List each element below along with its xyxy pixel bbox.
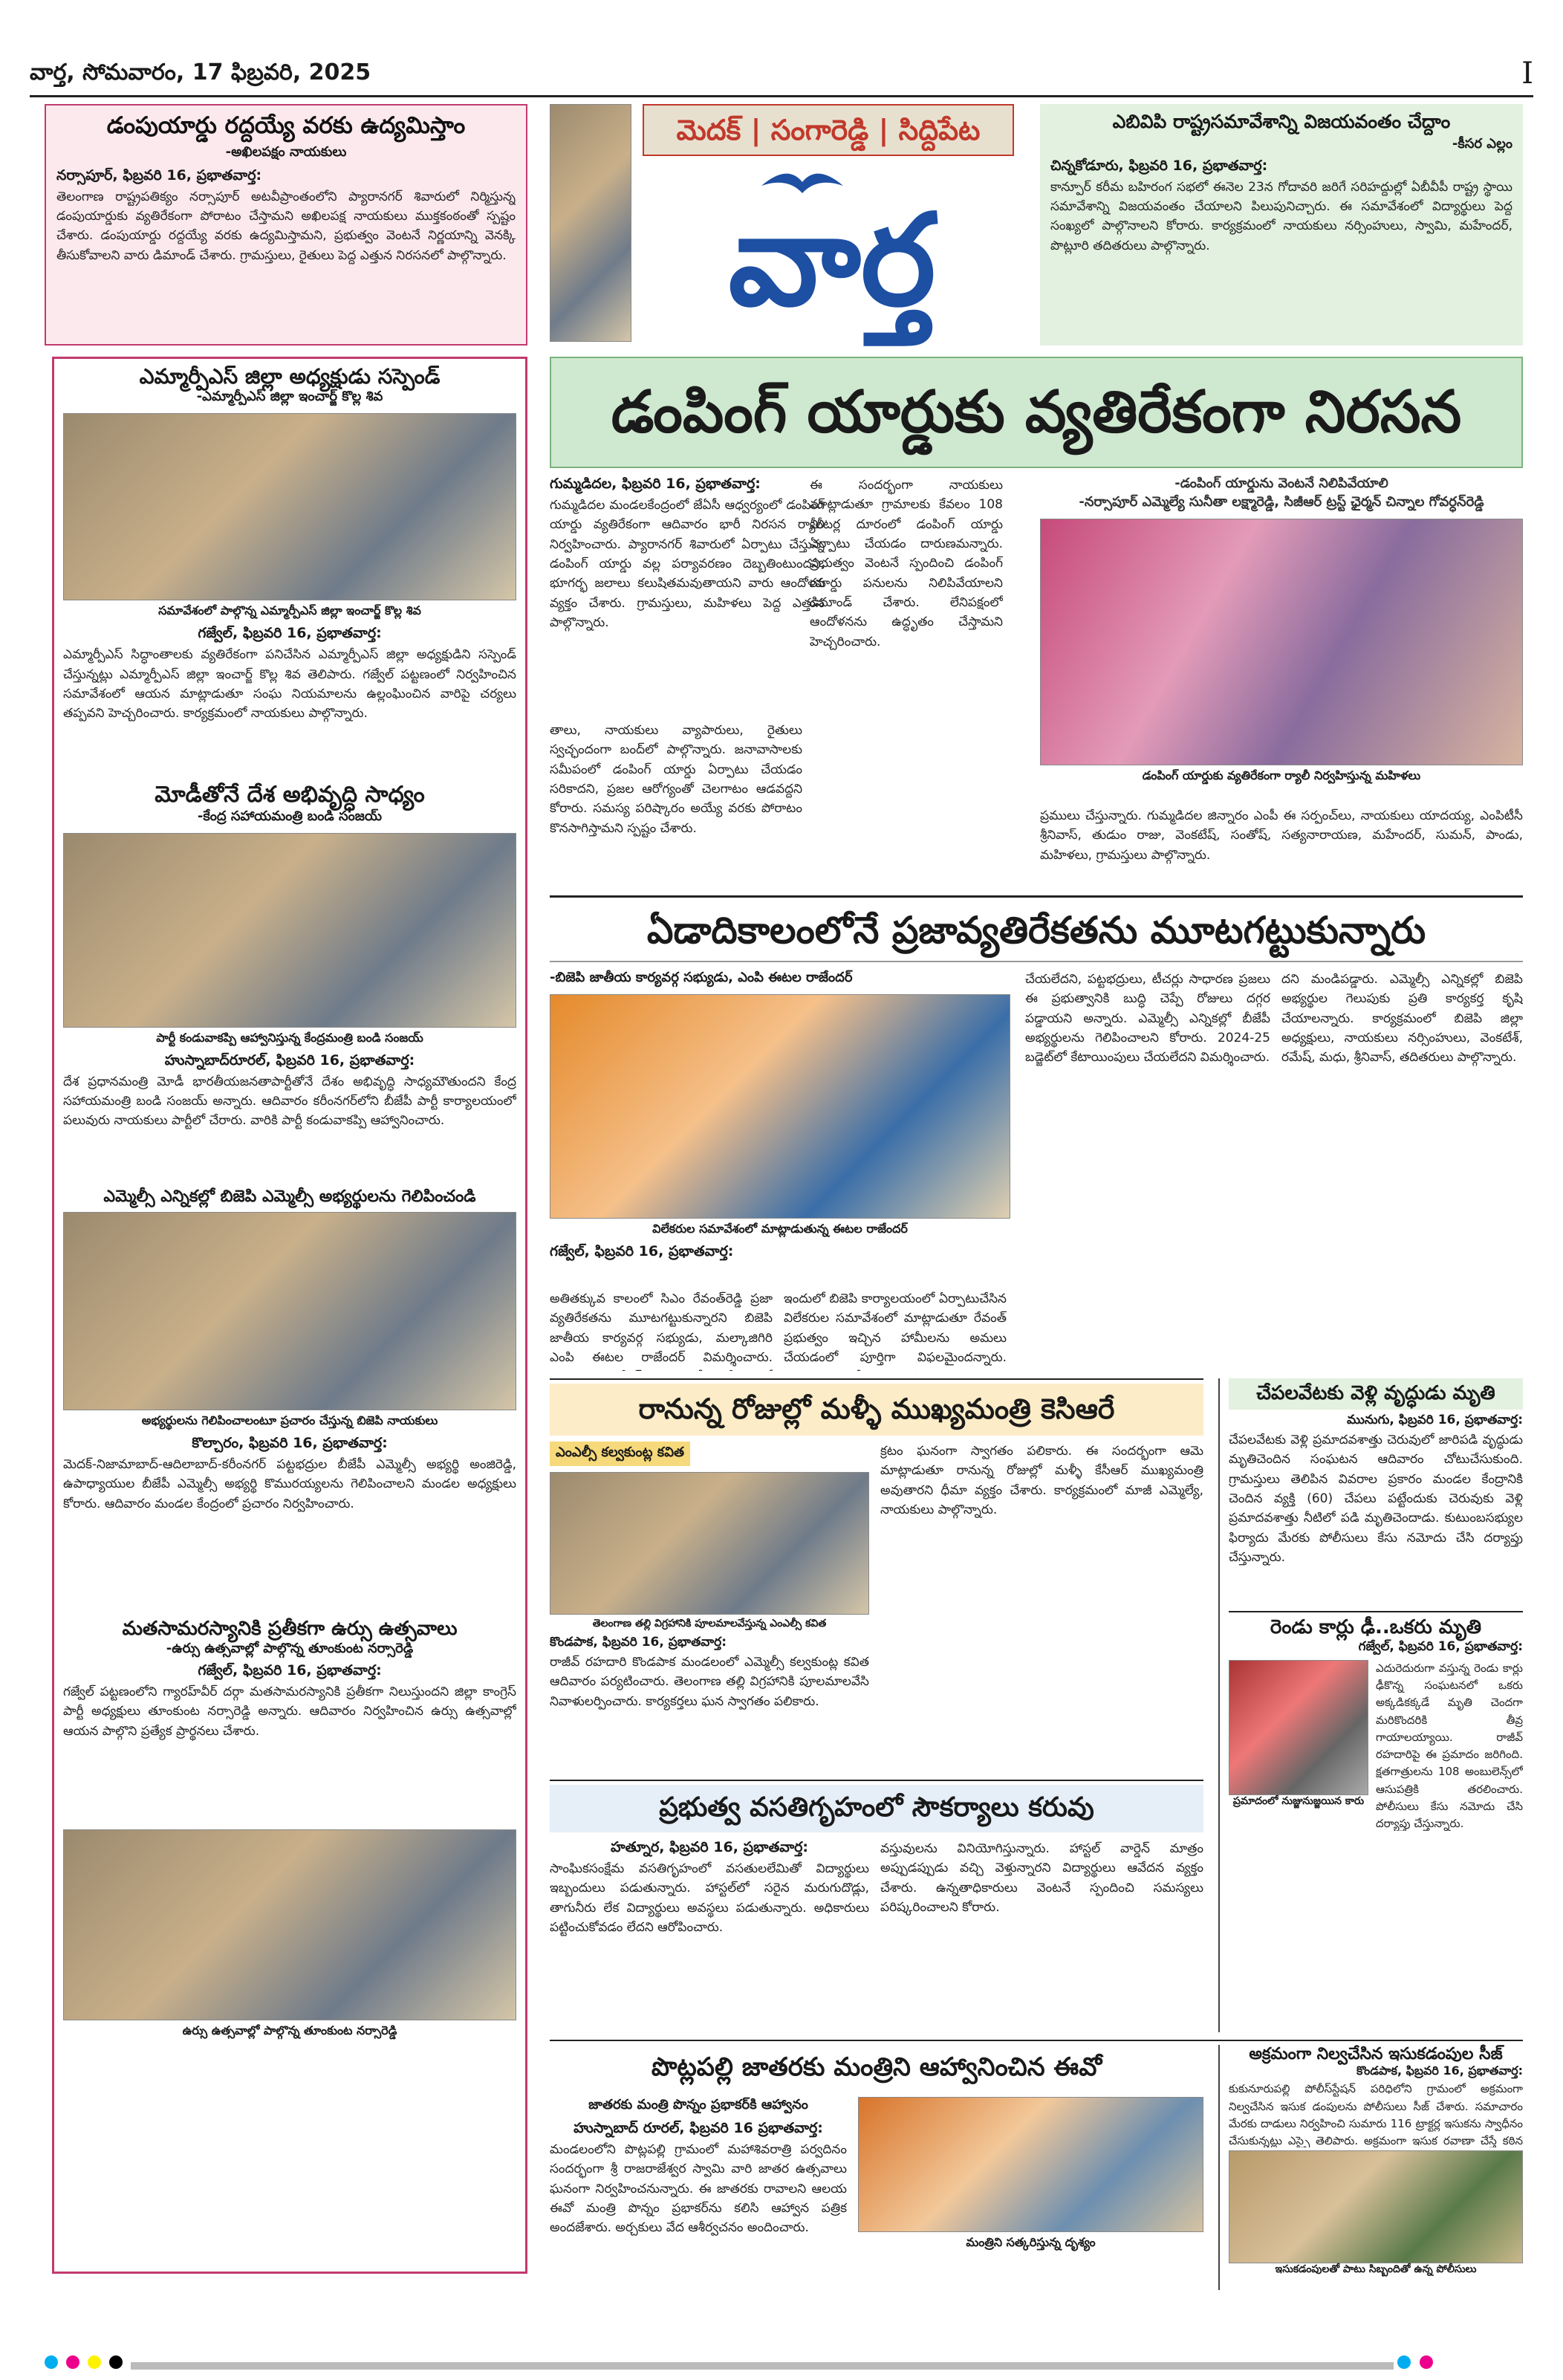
- kavitha-body-col1: రాజీవ్ రహదారి కొండపాక మండలంలో ఎమ్మెల్సీ కల్వకుంట్ల కవిత ఆదివారం పర్యటించారు. తెలంగాణ తల్లి విగ్రహానికి పూలమాలవేసి నివాళులర్పించారు. కార్యకర్తలు ఘన స్వాగతం పలికారు.: [550, 1655, 869, 1709]
- sand-photo: [1229, 2150, 1523, 2263]
- kavitha-headline-band: [550, 1384, 1203, 1436]
- sidebar-story2-byline: -కేంద్ర సహాయమంత్రి బండి సంజయ్: [197, 808, 383, 824]
- sidebar-story4-caption: ఉర్సు ఉత్సవాల్లో పాల్గొన్న తూంకుంట నర్సారెడ్డి: [182, 2023, 397, 2037]
- edition-banner: మెదక్ | సంగారెడ్డి | సిద్దిపేట: [643, 104, 1014, 156]
- sand-headline: అక్రమంగా నిల్వచేసిన ఇసుకడంపుల సీజ్: [1249, 2045, 1503, 2063]
- top-right-byline: -కీసర ఎల్లం: [1452, 135, 1512, 152]
- car-caption: ప్రమాదంలో నుజ్జునుజ్జయిన కారు: [1232, 1794, 1365, 1807]
- jatara-dateline: హుస్నాబాద్ రూరల్, ఫిబ్రవరి 16 ప్రభాతవార్త:: [573, 2120, 823, 2136]
- lead-photo-sub: -డంపింగ్ యార్డును వెంటనే నిలిపివేయాలి: [1174, 476, 1388, 491]
- second-caption: విలేకరుల సమావేశంలో మాట్లాడుతున్న ఈటల రాజేందర్: [652, 1222, 908, 1236]
- registration-footer: [45, 2355, 1518, 2370]
- top-left-headline: డంపుయార్డు రద్దయ్యే వరకు ఉద్యమిస్తాం: [106, 112, 466, 139]
- kavitha-byline: ఎంఎల్సీ కల్వకుంట్ల కవిత: [550, 1442, 690, 1466]
- footer-bar: [131, 2362, 1394, 2370]
- sidebar-story4-body: గజ్వేల్ పట్టణంలోని గ్యారహ్‌వీర్ దర్గా మతసామరస్యానికి ప్రతీకగా నిలుస్తుందని జిల్లా కాంగ్రెస్ పార్టీ అధ్యక్షులు తూంకుంట నర్సారెడ్డి అన్నారు. ఆదివారం నిర్వహించిన ఉర్సు ఉత్సవాల్లో ఆయన పాల్గొని ప్రత్యేక ప్రార్థనలు చేశారు.: [63, 1684, 516, 1739]
- masthead-logo-block: [550, 104, 1018, 346]
- second-byline: -బిజెపి జాతీయ కార్యవర్గ సభ్యుడు, ఎంపి ఈటల రాజేందర్: [550, 970, 853, 985]
- fisherman-headline: చేపలవేటకు వెళ్లి వృద్ధుడు మృతి: [1256, 1382, 1495, 1404]
- paper-name-date: వార్త, సోమవారం, 17 ఫిబ్రవరి, 2025: [30, 59, 371, 85]
- top-left-byline: -అఖిలపక్షం నాయకులు: [225, 143, 347, 160]
- sidebar-story2-photo: [63, 833, 516, 1028]
- top-right-body: కాన్పూర్ కరీమ బహిరంగ సభలో ఈనెల 23న గోదావరి జరిగే సరిహద్దుల్లో ఏబీవీపీ రాష్ట్ర స్థాయి సమావేశాన్ని విజయవంతం చేయాలని పిలుపునిచ్చారు. ఈ సమావేశంలో విద్యార్థులు పెద్ద సంఖ్యలో పాల్గొనాలని కోరారు. కార్యక్రమంలో నాయకులు నర్సింహులు, స్వామి, మహేందర్, పొట్లూరి తదితరులు పాల్గొన్నారు.: [1050, 179, 1512, 253]
- lead-body-col1: గుమ్మడిదల మండలకేంద్రంలో జేఏసీ ఆధ్వర్యంలో డంపింగ్ యార్డు వ్యతిరేకంగా ఆదివారం భారీ నిరసన ర్యాలీ నిర్వహించారు. ప్యారానగర్ శివారులో ఏర్పాటు చేస్తున్న డంపింగ్ యార్డు వల్ల పర్యావరణం దెబ్బతింటుందని, భూగర్భ జలాలు కలుషితమవుతాయని వారు ఆందోళన వ్యక్తం చేశారు. గ్రామస్తులు, మహిళలు పెద్ద ఎత్తున పాల్గొన్నారు.: [550, 498, 825, 631]
- sidebar-story4-byline: -ఉర్సు ఉత్సవాల్లో పాల్గొన్న తూంకుంట నర్సారెడ్డి: [166, 1640, 414, 1656]
- lead-col1: [550, 476, 825, 711]
- yellow-reg-dot: [88, 2355, 101, 2369]
- page-number: I: [1521, 56, 1533, 91]
- jatara-col1: [550, 2097, 847, 2251]
- second-photo-block: [550, 970, 1010, 1263]
- lead-photo: [1040, 519, 1523, 765]
- hostel-dateline: హత్నూర, ఫిబ్రవరి 16, ప్రభాతవార్త:: [610, 1839, 808, 1855]
- paper-logo: వార్త: [728, 186, 936, 334]
- kavitha-headline: రానున్న రోజుల్లో మళ్ళీ ముఖ్యమంత్రి కెసిఆరే: [638, 1392, 1115, 1425]
- jatara-headline: పొట్లపల్లి జాతరకు మంత్రిని ఆహ్వానించిన ఈవో: [651, 2052, 1102, 2082]
- magenta-reg-dot: [66, 2355, 79, 2369]
- right-lower-column: [1218, 1378, 1523, 2032]
- fisherman-dateline: మునుగు, ఫిబ్రవరి 16, ప్రభాతవార్త:: [1346, 1412, 1523, 1427]
- lead-photo-sub2: -నర్సాపూర్ ఎమ్మెల్యే సునీతా లక్ష్మారెడ్డి, సిజీఆర్ ట్రస్ట్ ఛైర్మన్ చిన్నాల గోవర్ధన్‌రెడ్డి: [1079, 494, 1484, 510]
- black-reg-dot: [109, 2355, 123, 2369]
- jatara-caption: మంత్రిని సత్కరిస్తున్న దృశ్యం: [966, 2235, 1096, 2249]
- lead-dateline: గుమ్మడిదల, ఫిబ్రవరి 16, ప్రభాతవార్త:: [550, 476, 761, 492]
- lead-body-col3: తాలు, నాయకులు వ్యాపారులు, రైతులు స్వచ్ఛందంగా బంద్‌లో పాల్గొన్నారు. జనావాసాలకు సమీపంలో డంపింగ్ యార్డు ఏర్పాటు చేయడం సరికాదని, ప్రజల ఆరోగ్యంతో చెలగాటం ఆడవద్దని కోరారు. సమస్య పరిష్కారం అయ్యే వరకు పోరాటం కొనసాగిస్తామని స్పష్టం చేశారు.: [550, 723, 802, 836]
- sidebar-story1-byline: -ఎమ్మార్పీఎస్ జిల్లా ఇంచార్జ్ కొల్ల శివ: [196, 389, 383, 405]
- sidebar-story3-dateline: కొల్చారం, ఫిబ్రవరి 16, ప్రభాతవార్త:: [192, 1434, 388, 1451]
- second-body-col2: ఇందులో బిజెపి కార్యాలయంలో ఏర్పాటుచేసిన విలేకరుల సమావేశంలో మాట్లాడుతూ రేవంత్ ప్రభుత్వం ఇచ్చిన హామీలను అమలు చేయడంలో పూర్తిగా విఫలమైందన్నారు.: [784, 1291, 1007, 1366]
- sand-body: కుకునూరుపల్లి పోలీస్‌స్టేషన్ పరిధిలోని గ్రామంలో అక్రమంగా నిల్వచేసిన ఇసుక డంపులను పోలీసులు సీజ్ చేశారు. సమాచారం మేరకు దాడులు నిర్వహించి సుమారు 116 ట్రాక్టర్ల ఇసుకను స్వాధీనం చేసుకున్నట్లు ఎస్సై తెలిపారు. అక్రమంగా ఇసుక రవాణా చేస్తే కఠిన: [1229, 2082, 1523, 2148]
- lead-body-col2: ఈ సందర్భంగా నాయకులు మాట్లాడుతూ గ్రామాలకు కేవలం 108 మీటర్ల దూరంలో డంపింగ్ యార్డు ఏర్పాటు చేయడం దారుణమన్నారు. ప్రభుత్వం వెంటనే స్పందించి డంపింగ్ యార్డు పనులను నిలిపివేయాలని డిమాండ్ చేశారు. లేనిపక్షంలో ఆందోళనను ఉద్ధృతం చేస్తామని హెచ్చరించారు.: [810, 478, 1003, 649]
- second-body-col1: అతితక్కువ కాలంలో సిఎం రేవంత్‌రెడ్డి ప్రజా వ్యతిరేకతను మూటగట్టుకున్నారని బిజెపి జాతీయ కార్యవర్గ సభ్యుడు, మల్కాజిగిరి ఎంపి ఈటల రాజేందర్ విమర్శించారు.: [550, 1291, 773, 1366]
- sand-story: [1218, 2045, 1523, 2290]
- jatara-byline: జాతరకు మంత్రి పొన్నం ప్రభాకర్‌కి ఆహ్వానం: [588, 2097, 808, 2113]
- car-body: ఎదురెదురుగా వస్తున్న రెండు కార్లు ఢీకొన్న సంఘటనలో ఒకరు అక్కడికక్కడే మృతి చెందగా మరికొందరికి తీవ్ర గాయాలయ్యాయి. రాజీవ్ రహదారిపై ఈ ప్రమాదం జరిగింది. క్షతగాత్రులను 108 అంబులెన్స్‌లో ఆసుపత్రికి తరలించారు. పోలీసులు కేసు నమోదు చేసి దర్యాప్తు చేస్తున్నారు.: [1376, 1661, 1523, 1831]
- hostel-headline: ప్రభుత్వ వసతిగృహంలో సౌకర్యాలు కరువు: [659, 1792, 1094, 1823]
- lead-photo-block: [1040, 476, 1523, 785]
- jatara-body: మండలంలోని పొట్లపల్లి గ్రామంలో మహాశివరాత్రి పర్వదినం సందర్భంగా శ్రీ రాజరాజేశ్వర స్వామి వారి జాతర ఉత్సవాలు ఘనంగా నిర్వహించనున్నారు. ఈ జాతరకు రావాలని ఆలయ ఈవో మంత్రి పొన్నం ప్రభాకర్‌ను కలిసి ఆహ్వాన పత్రిక అందజేశారు. అర్చకులు వేద ఆశీర్వచనం అందించారు.: [550, 2142, 847, 2236]
- fisherman-headline-band: [1229, 1378, 1523, 1410]
- magenta-reg-dot-right: [1420, 2355, 1433, 2369]
- sidebar-story1-photo: [63, 413, 516, 600]
- sidebar-story4-headline: మతసామరస్యానికి ప్రతీకగా ఉర్సు ఉత్సవాలు: [122, 1617, 458, 1640]
- sand-dateline: కొండపాక, ఫిబ్రవరి 16, ప్రభాతవార్త:: [1356, 2063, 1523, 2078]
- sidebar-story3-body: మెదక్-నిజామాబాద్-ఆదిలాబాద్-కరీంనగర్ పట్టభద్రుల బీజేపీ ఎమ్మెల్సీ అభ్యర్థి అంజిరెడ్డి, ఉపాధ్యాయుల బీజేపీ ఎమ్మెల్సీ అభ్యర్థి కొమురయ్యలను గెలిపించాలని మండల అధ్యక్షులు కోరారు. ఆదివారం మండల కేంద్రంలో ప్రచారం నిర్వహించారు.: [63, 1456, 516, 1511]
- lead-headline: డంపింగ్ యార్డుకు వ్యతిరేకంగా నిరసన: [611, 379, 1462, 446]
- sidebar-story3-headline: ఎమ్మెల్సీ ఎన్నికల్లో బిజెపి ఎమ్మెల్సీ అభ్యర్థులను గెలిపించండి: [103, 1187, 476, 1206]
- sidebar-story4-photo: [63, 1829, 516, 2020]
- jatara-photo-block: [858, 2097, 1203, 2252]
- jatara-photo: [858, 2097, 1203, 2232]
- fisherman-body: చేపలవేటకు వెళ్లి ప్రమాదవశాత్తు చెరువులో జారిపడి వృద్ధుడు మృతిచెందిన సంఘటన ఆదివారం చోటుచేసుకుంది. గ్రామస్తులు తెలిపిన వివరాల ప్రకారం మండల కేంద్రానికి చెందిన వ్యక్తి (60) చేపలు పట్టేందుకు చెరువుకు వెళ్లి ప్రమాదవశాత్తు నీటిలో పడి మృతిచెందాడు. కుటుంబసభ్యుల ఫిర్యాదు మేరకు పోలీసులు కేసు నమోదు చేసి దర్యాప్తు చేస్తున్నారు.: [1229, 1432, 1523, 1565]
- jatara-headline-band: [550, 2045, 1203, 2091]
- second-headline-band: [550, 895, 1523, 962]
- sidebar-story1-dateline: గజ్వేల్, ఫిబ్రవరి 16, ప్రభాతవార్త:: [198, 625, 382, 642]
- sidebar-story3-caption: అభ్యర్థులను గెలిపించాలంటూ ప్రచారం చేస్తున్న బిజెపి నాయకులు: [141, 1413, 438, 1427]
- second-body-col4: దని మండిపడ్డారు. ఎమ్మెల్సీ ఎన్నికల్లో బిజెపి అభ్యర్థుల గెలుపుకు ప్రతి కార్యకర్త కృషి చేయాలన్నారు. కార్యక్రమంలో బిజెపి జిల్లా అధ్యక్షులు, నాయకులు నర్సింహులు, వెంకటేశ్, రమేష్, మధు, శ్రీనివాస్, తదితరులు పాల్గొన్నారు.: [1281, 972, 1523, 1066]
- kavitha-dateline: కొండపాక, ఫిబ్రవరి 16, ప్రభాతవార్త:: [550, 1635, 727, 1650]
- sidebar-story2-body: దేశ ప్రధానమంత్రి మోడీ భారతీయజనతాపార్టీతోనే దేశం అభివృద్ధి సాధ్యమౌతుందని కేంద్ర సహాయమంత్రి బండి సంజయ్ అన్నారు. ఆదివారం కరీంనగర్‌లోని బీజేపీ పార్టీ కార్యాలయంలో పలువురు నాయకులు పార్టీలో చేరారు. వారికి పార్టీ కండువాకప్పి ఆహ్వానించారు.: [63, 1074, 516, 1129]
- second-headline: ఏడాదికాలంలోనే ప్రజావ్యతిరేకతను మూటగట్టుకున్నారు: [646, 909, 1426, 952]
- second-photo: [550, 994, 1010, 1219]
- sidebar-story4-dateline: గజ్వేల్, ఫిబ్రవరి 16, ప్రభాతవార్త:: [198, 1661, 382, 1679]
- sidebar-story2-dateline: హుస్నాబాద్‌రూరల్, ఫిబ్రవరి 16, ప్రభాతవార్త:: [164, 1051, 415, 1069]
- sidebar-story1-caption: సమావేశంలో పాల్గొన్న ఎమ్మార్పీఎస్ జిల్లా ఇంచార్జ్ కొల్ల శివ: [158, 603, 421, 618]
- lead-headline-band: [550, 357, 1523, 468]
- top-right-dateline: చిన్నకోడూరు, ఫిబ్రవరి 16, ప్రభాతవార్త:: [1050, 157, 1268, 174]
- hostel-body-col2: వస్తువులను వినియోగిస్తున్నారు. హాస్టల్ వార్డెన్ మాత్రం అప్పుడప్పుడు వచ్చి వెళ్తున్నారని విద్యార్థులు ఆవేదన వ్యక్తం చేశారు. ఉన్నతాధికారులు వెంటనే స్పందించి సమస్యలు పరిష్కరించాలని కోరారు.: [880, 1841, 1203, 1916]
- top-right-story: [1040, 104, 1523, 346]
- car-story-body-row: [1229, 1660, 1523, 1831]
- hostel-body-col1: సాంఘికసంక్షేమ వసతిగృహంలో వసతులలేమితో విద్యార్థులు ఇబ్బందులు పడుతున్నారు. హాస్టల్‌లో సరైన మరుగుదొడ్లు, తాగునీరు లేక విద్యార్థులు అవస్థలు పడుతున్నారు. అధికారులు పట్టించుకోవడం లేదని ఆరోపించారు.: [550, 1861, 869, 1936]
- masthead-rule: [30, 95, 1533, 97]
- sidebar-story2-caption: పార్టీ కండువాకప్పి ఆహ్వానిస్తున్న కేంద్రమంత్రి బండి సంజయ్: [156, 1030, 423, 1045]
- lead-body-col4: ప్రములు చేస్తున్నారు. గుమ్మడిదల జిన్నారం ఎంపీ ఈ సర్పంచ్‌లు, నాయకులు యాదయ్య, ఎంపిటీసీ శ్రీనివాస్, తుడుం రాజు, వెంకటేష్, సంతోష్, సత్యనారాయణ, మహేందర్, సుమన్, పాండు, మహిళలు, గ్రామస్తులు పాల్గొన్నారు.: [1040, 808, 1523, 863]
- car-photo: [1229, 1660, 1368, 1795]
- second-dateline: గజ్వేల్, ఫిబ్రవరి 16, ప్రభాతవార్త:: [550, 1243, 734, 1259]
- kavitha-photo-block: [550, 1442, 869, 1734]
- sidebar-story2-headline: మోడీతోనే దేశ అభివృద్ధి సాధ్యం: [155, 782, 425, 808]
- sidebar-story1-headline: ఎమ్మార్పీఎస్ జిల్లా అధ్యక్షుడు సస్పెండ్: [139, 364, 441, 389]
- lead-caption: డంపింగ్ యార్డుకు వ్యతిరేకంగా ర్యాలీ నిర్వహిస్తున్న మహిళలు: [1142, 768, 1421, 782]
- sidebar-story1-body: ఎమ్మార్పీఎస్ సిద్ధాంతాలకు వ్యతిరేకంగా పనిచేసిన ఎమ్మార్పీఎస్ జిల్లా అధ్యక్షుడిని సస్పెండ్ చేస్తున్నట్లు ఎమ్మార్పీఎస్ జిల్లా ఇంచార్జ్ కొల్ల శివ తెలిపారు. గజ్వేల్ పట్టణంలో నిర్వహించిన సమావేశంలో ఆయన మాట్లాడుతూ సంఘ నియమాలను ఉల్లంఘించిన వారిపై చర్యలు తప్పవని హెచ్చరించారు. కార్యక్రమంలో నాయకులు పాల్గొన్నారు.: [63, 647, 516, 722]
- car-dateline: గజ్వేల్, ఫిబ్రవరి 16, ప్రభాతవార్త:: [1358, 1638, 1523, 1654]
- top-left-body: తెలంగాణ రాష్ట్రపతిక్యం నర్సాపూర్ అటవీప్రాంతంలోని ప్యారానగర్ శివారులో నిర్మిస్తున్న డంపుయార్డుకు వ్యతిరేకంగా పోరాటం చేస్తామని అఖిలపక్ష నాయకులు ముక్తకంఠంతో స్పష్టం చేశారు. డంపుయార్డు రద్దయ్యే వరకు ఉద్యమిస్తామని, ప్రభుత్వం వెంటనే నిర్ణయాన్ని వెనక్కి తీసుకోవాలని వారు డిమాండ్ చేశారు. గ్రామస్తులు, రైతులు పెద్ద ఎత్తున నిరసనలో పాల్గొన్నారు.: [56, 189, 516, 263]
- top-left-story: [45, 104, 527, 346]
- kavitha-caption: తెలంగాణ తల్లి విగ్రహానికి పూలమాలవేస్తున్న ఎంఎల్సీ కవిత: [592, 1618, 827, 1630]
- top-left-dateline: నర్సాపూర్, ఫిబ్రవరి 16, ప్రభాతవార్త:: [56, 166, 262, 184]
- kavitha-body-col2: క్రటం ఘనంగా స్వాగతం పలికారు. ఈ సందర్భంగా ఆమె మాట్లాడుతూ రానున్న రోజుల్లో మళ్ళీ కేసీఆర్ ముఖ్యమంత్రి అవుతారని ధీమా వ్యక్తం చేశారు. కార్యక్రమంలో మాజీ ఎమ్మెల్యే, నాయకులు పాల్గొన్నారు.: [880, 1444, 1203, 1518]
- left-sidebar: [52, 357, 527, 2274]
- top-right-headline: ఎబివిపి రాష్ట్రసమావేశాన్ని విజయవంతం చేద్దాం: [1112, 111, 1451, 132]
- hostel-col1: [550, 1839, 869, 2030]
- second-body-col3: చేయలేదని, పట్టభద్రులు, టీచర్లు సాధారణ ప్రజలు ఈ ప్రభుత్వానికి బుద్ధి చెప్పే రోజులు దగ్గర పడ్డాయని అన్నారు. ఎమ్మెల్సీ ఎన్నికల్లో బీజేపీ అభ్యర్థులను గెలిపించాలని కోరారు. 2024-25 బడ్జెట్‌లో కేటాయింపులు చేయలేదని విమర్శించారు.: [1025, 972, 1270, 1066]
- cyan-reg-dot-right: [1397, 2355, 1411, 2369]
- sand-caption: ఇసుకడంపులతో పాటు సిబ్బందితో ఉన్న పోలీసులు: [1275, 2263, 1477, 2276]
- cyan-reg-dot: [45, 2355, 58, 2369]
- car-headline: రెండు కార్లు ఢీ..ఒకరు మృతి: [1229, 1611, 1523, 1639]
- car-photo-block: [1229, 1660, 1368, 1831]
- kavitha-photo: [550, 1472, 869, 1615]
- hostel-headline-band: [550, 1785, 1203, 1832]
- masthead-collage-photo: [550, 104, 631, 342]
- sidebar-story3-photo: [63, 1212, 516, 1410]
